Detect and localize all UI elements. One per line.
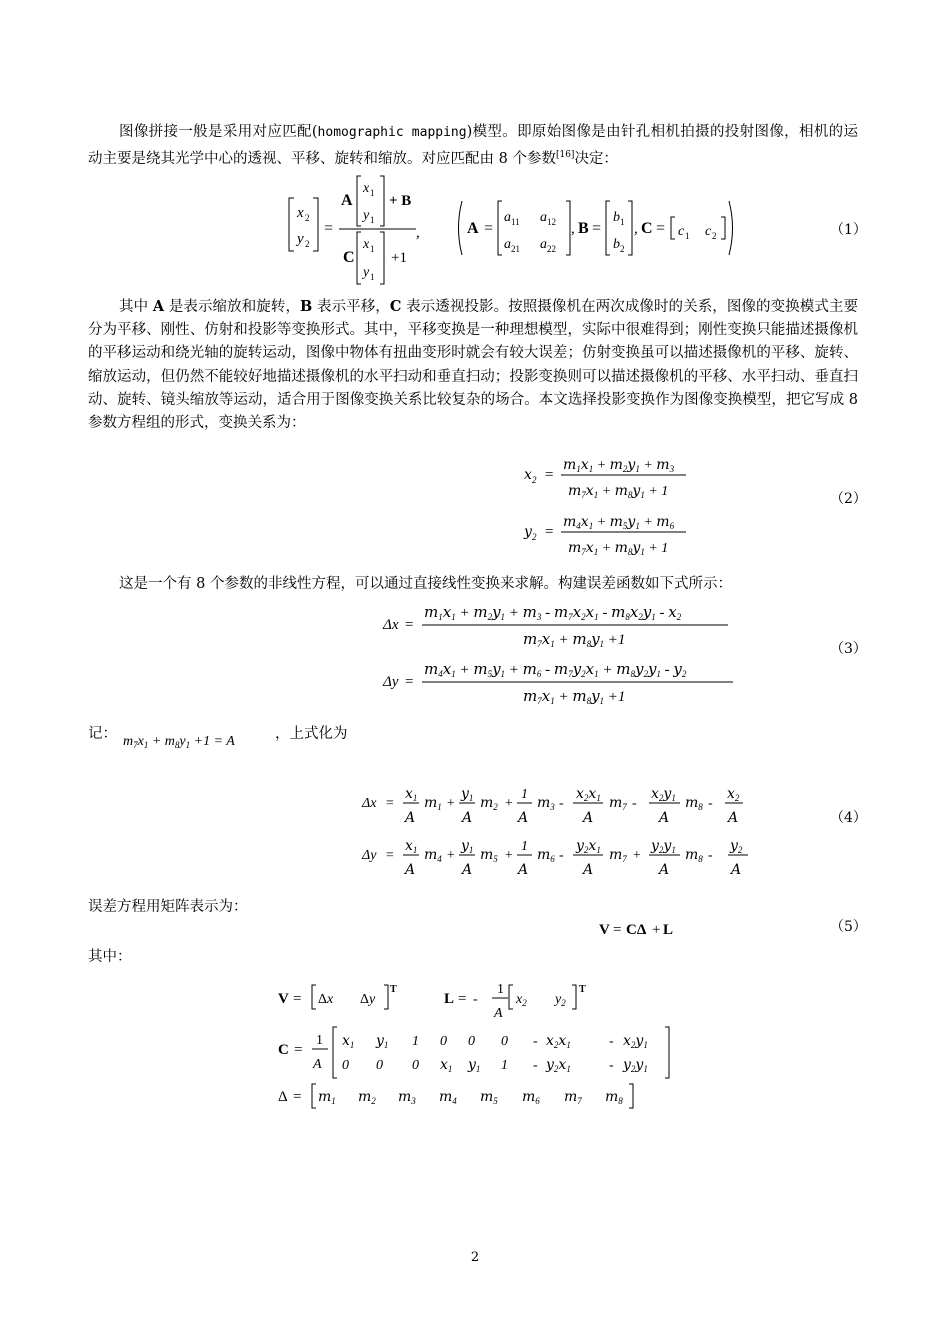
svg-text:A: A xyxy=(728,810,739,826)
svg-text:A: A xyxy=(462,810,473,826)
svg-text:m4x1 + m5y1 + m6 - m7y2x1 + m: $m_4x_1 + m_5y_1 + m_6 - m_7y_2x_1 + m_8y_2y_1 - y_2$ xyxy=(424,660,687,679)
svg-text:x2x1: $x_2x_1$ xyxy=(546,1033,571,1050)
svg-text:a: a xyxy=(540,210,547,225)
svg-text:11: 11 xyxy=(511,217,520,227)
svg-text:+: + xyxy=(652,922,661,938)
svg-text:=: = xyxy=(404,617,415,633)
svg-text:0: 0 xyxy=(412,1058,419,1073)
svg-text:+: + xyxy=(504,848,514,863)
equation-number-1: （1） xyxy=(830,222,867,238)
citation: [16] xyxy=(555,150,575,161)
svg-text:m2: $m_2$ xyxy=(480,795,498,812)
svg-text:m3: $m_3$ xyxy=(537,795,555,812)
svg-text:x: x xyxy=(363,181,370,196)
svg-text:+ B: + B xyxy=(389,193,412,209)
svg-text:C: C xyxy=(278,1042,289,1058)
page-number: 2 xyxy=(470,1250,480,1265)
text: )模型。即原始图像是由针孔相机拍摄的投射图像，相机的运动主要是绕其光学中心的透视、平移、旋转和缩放。对应匹配由 8 个参数 xyxy=(88,124,859,168)
svg-text:A: A xyxy=(583,862,594,878)
svg-text:m8: $m_8$ xyxy=(685,795,703,812)
svg-text:y1: $y_1$ xyxy=(461,838,474,855)
svg-text:x: x xyxy=(363,237,370,252)
svg-text:m8: $m_8$ xyxy=(685,847,703,864)
svg-text:=: = xyxy=(385,848,395,863)
svg-text:x1: $x_1$ xyxy=(342,1033,355,1050)
svg-text:x2y1: $x_2y_1$ xyxy=(623,1033,648,1050)
svg-text:+: + xyxy=(446,796,456,811)
svg-text:y2: $y_2$ xyxy=(555,992,566,1008)
svg-text:m1: $m_1$ xyxy=(318,1089,336,1106)
text-mono: homographic mapping xyxy=(317,125,467,140)
svg-text:c: c xyxy=(705,224,712,239)
svg-text:+: + xyxy=(632,848,642,863)
svg-text:=: = xyxy=(294,1042,303,1058)
svg-text:m5: $m_5$ xyxy=(480,1089,498,1106)
svg-text:0: 0 xyxy=(376,1058,383,1073)
svg-text:Δx: Δx xyxy=(318,992,334,1007)
svg-text:2: 2 xyxy=(305,213,310,223)
svg-text:A: A xyxy=(341,192,353,209)
svg-text:+: + xyxy=(446,848,456,863)
svg-text:m3: $m_3$ xyxy=(398,1089,416,1106)
svg-text:A: A xyxy=(313,1057,322,1072)
svg-text:A: A xyxy=(494,1006,503,1021)
text: 是表示缩放和旋转， xyxy=(164,299,301,315)
svg-text:A: A xyxy=(731,862,742,878)
text: 其中 xyxy=(119,299,153,315)
svg-text:1: 1 xyxy=(370,215,375,225)
svg-text:y1: $y_1$ xyxy=(376,1033,389,1050)
symbol-B: B xyxy=(300,298,313,315)
svg-text:m1: $m_1$ xyxy=(424,795,442,812)
svg-text:0: 0 xyxy=(468,1034,475,1049)
svg-text:m4x1 + m5y1 + m6: $m_4x_1 + m_5y_1 + m_6$ xyxy=(563,514,675,531)
svg-text:=: = xyxy=(404,674,415,690)
svg-text:=: = xyxy=(293,991,302,1007)
svg-text:Δx: Δx xyxy=(383,617,399,633)
svg-text:-: - xyxy=(708,796,713,811)
svg-text:=: = xyxy=(544,467,555,483)
svg-text:y2x1: $y_2x_1$ xyxy=(576,838,601,855)
svg-text:1: 1 xyxy=(521,787,528,802)
svg-text:A: A xyxy=(659,862,670,878)
svg-text:m7: $m_7$ xyxy=(564,1089,582,1106)
svg-text:m7x1 + m8y1 +1: $m_7x_1 + m_8y_1 +1$ xyxy=(523,630,626,649)
svg-text:C: C xyxy=(641,220,653,237)
svg-text:Δy: Δy xyxy=(362,848,377,863)
svg-text:y1: $y_1$ xyxy=(468,1057,481,1074)
svg-text:+: + xyxy=(504,796,514,811)
svg-text:-: - xyxy=(473,992,478,1007)
symbol-A: A xyxy=(152,298,165,315)
equation-number-2: （2） xyxy=(830,491,867,507)
svg-text:=: = xyxy=(293,1089,302,1105)
text: 这是一个有 8 个参数的非线性方程，可以通过直接线性变换来求解。构建误差函数如下式所示： xyxy=(119,576,732,592)
svg-text:=: = xyxy=(592,220,602,237)
svg-text:A: A xyxy=(467,220,479,237)
text: 表示平移， xyxy=(312,299,390,315)
svg-text:1: 1 xyxy=(370,244,375,254)
svg-text:y2y1: $y_2y_1$ xyxy=(623,1057,648,1074)
svg-text:m4: $m_4$ xyxy=(424,847,442,864)
svg-text:12: 12 xyxy=(547,217,556,227)
svg-text:b: b xyxy=(613,237,620,252)
svg-text:V: V xyxy=(278,991,289,1007)
svg-text:x2y1: $x_2y_1$ xyxy=(651,786,676,803)
svg-text:-: - xyxy=(533,1034,538,1049)
svg-text:1: 1 xyxy=(497,982,504,997)
svg-text:1: 1 xyxy=(370,188,375,198)
svg-text:-: - xyxy=(609,1058,614,1073)
svg-text:=: = xyxy=(324,220,334,237)
svg-text:A: A xyxy=(518,862,529,878)
equation-number-3: （3） xyxy=(830,641,867,657)
equation-number-5: （5） xyxy=(830,919,867,935)
svg-text:L: L xyxy=(663,922,674,938)
svg-text:x2x1: $x_2x_1$ xyxy=(576,786,601,803)
svg-text:1: 1 xyxy=(521,839,528,854)
svg-text:m6: $m_6$ xyxy=(522,1089,540,1106)
svg-text:Δy: Δy xyxy=(383,674,399,690)
svg-text:,: , xyxy=(416,225,420,241)
svg-text:y: y xyxy=(363,265,370,280)
svg-text:m7x1 + m8y1 + 1: $m_7x_1 + m_8y_1 + 1$ xyxy=(568,483,669,500)
svg-text:A: A xyxy=(462,862,473,878)
svg-text:-: - xyxy=(533,1058,538,1073)
svg-text:A: A xyxy=(518,810,529,826)
svg-text:a: a xyxy=(504,210,511,225)
svg-text:Δ: Δ xyxy=(278,1089,288,1105)
svg-text:y1: $y_1$ xyxy=(461,786,474,803)
svg-text:x2: $x_2$ xyxy=(727,786,740,803)
svg-text:1: 1 xyxy=(370,272,375,282)
svg-text:V: V xyxy=(599,922,610,938)
svg-text:x: x xyxy=(524,467,532,483)
svg-text:m5: $m_5$ xyxy=(480,847,498,864)
svg-text:=: = xyxy=(385,796,395,811)
svg-text:C: C xyxy=(343,249,355,266)
svg-text:0: 0 xyxy=(342,1058,349,1073)
svg-text:m7x1 + m8y1 +1: $m_7x_1 + m_8y_1 +1$ xyxy=(523,687,626,706)
text: 图像拼接一般是采用对应匹配( xyxy=(119,124,318,140)
svg-text:m7: $m_7$ xyxy=(609,847,627,864)
svg-text:m1x1 + m2y1 + m3: $m_1x_1 + m_2y_1 + m_3$ xyxy=(563,457,675,474)
svg-text:x1: $x_1$ xyxy=(405,838,418,855)
svg-text:2: 2 xyxy=(305,239,310,249)
svg-text:m7x1 + m8y1 +1 = A: $m_7x_1 + m_8y_1 +1 = A$ xyxy=(123,734,235,750)
svg-text:m7x1 + m8y1 + 1: $m_7x_1 + m_8y_1 + 1$ xyxy=(568,540,669,557)
equation-number-4: （4） xyxy=(830,810,867,826)
svg-text:2: 2 xyxy=(712,231,717,241)
svg-text:A: A xyxy=(659,810,670,826)
svg-text:y2: $y_2$ xyxy=(730,838,743,855)
svg-text:-: - xyxy=(559,848,564,863)
svg-text:Δx: Δx xyxy=(362,796,377,811)
svg-text:m8: $m_8$ xyxy=(605,1089,623,1106)
svg-text:a: a xyxy=(540,237,547,252)
svg-text:-: - xyxy=(632,796,637,811)
svg-text:,: , xyxy=(571,221,575,237)
paragraph-matrix-form: 误差方程用矩阵表示为： xyxy=(88,899,248,915)
svg-text:1: 1 xyxy=(412,1034,419,1049)
text: 决定： xyxy=(574,151,618,168)
svg-text:+1: +1 xyxy=(391,250,407,266)
svg-text:2: 2 xyxy=(620,244,625,254)
svg-text:1: 1 xyxy=(316,1033,323,1048)
svg-text:x1: $x_1$ xyxy=(440,1057,453,1074)
svg-text:x: x xyxy=(297,205,304,221)
svg-text:m2: $m_2$ xyxy=(358,1089,376,1106)
svg-text:2: 2 xyxy=(532,475,537,485)
svg-text:2: 2 xyxy=(532,532,537,542)
svg-text:y: y xyxy=(363,208,370,223)
svg-text:y2y1: $y_2y_1$ xyxy=(651,838,676,855)
note-prefix: 记： xyxy=(88,726,117,742)
svg-text:0: 0 xyxy=(501,1034,508,1049)
svg-text:b: b xyxy=(613,210,620,225)
svg-text:CΔ: CΔ xyxy=(626,922,647,938)
svg-text:m6: $m_6$ xyxy=(537,847,555,864)
svg-text:B: B xyxy=(578,220,589,237)
svg-text:c: c xyxy=(678,224,685,239)
svg-text:=: = xyxy=(544,524,555,540)
svg-text:Δy: Δy xyxy=(360,992,376,1007)
text: 表示透视投影。按照摄像机在两次成像时的关系，图像的变换模式主要分为平移、刚性、仿射和投影等变换形式。其中，平移变换是一种理想模型，实际中很难得到；刚性变换只能描述摄像机的平移运动和绕光轴的旋转运动，图像中物体有扭曲变形时就会有较大误差；仿射变换虽可以描述摄像机的平移、旋转、缩放运动，但仍然不能较好地描述摄像机的水平扫动和垂直扫动；投影变换则可以描述摄像机的平移、水平扫动、垂直扫动、旋转、镜头缩放等运动，适合用于图像变换关系比较复杂的场合。本文选择投影变换作为图像变换模型，把它写成 8 参数方程组的形式，变换关系为： xyxy=(88,299,859,432)
svg-text:22: 22 xyxy=(547,244,556,254)
svg-text:A: A xyxy=(583,810,594,826)
svg-text:y2x1: $y_2x_1$ xyxy=(546,1057,571,1074)
svg-text:L: L xyxy=(444,991,455,1007)
svg-text:1: 1 xyxy=(620,217,625,227)
symbol-C: C xyxy=(389,298,402,315)
svg-text:-: - xyxy=(708,848,713,863)
svg-text:m4: $m_4$ xyxy=(439,1089,457,1106)
svg-text:y: y xyxy=(297,231,304,247)
svg-text:A: A xyxy=(405,862,416,878)
svg-text:0: 0 xyxy=(440,1034,447,1049)
svg-text:a: a xyxy=(504,237,511,252)
svg-text:-: - xyxy=(609,1034,614,1049)
svg-text:21: 21 xyxy=(511,244,520,254)
svg-text:m1x1 + m2y1 + m3 - m7x2x1 -: $m_1x_1 + m_2y_1 + m_3 - m_7x_2x_1 - m_8x_2y_1 - x_2$ xyxy=(424,603,682,622)
svg-text:m7: $m_7$ xyxy=(609,795,627,812)
svg-text:1: 1 xyxy=(501,1058,508,1073)
svg-text:=: = xyxy=(613,922,622,938)
svg-text:T: T xyxy=(390,984,397,995)
svg-text:A: A xyxy=(405,810,416,826)
svg-text:-: - xyxy=(559,796,564,811)
svg-text:1: 1 xyxy=(685,231,690,241)
svg-text:=: = xyxy=(484,220,494,237)
svg-text:y: y xyxy=(524,524,532,540)
svg-text:,: , xyxy=(634,221,638,237)
svg-text:=: = xyxy=(458,991,467,1007)
svg-text:=: = xyxy=(656,220,666,237)
paragraph-where: 其中： xyxy=(88,949,132,965)
svg-text:x2: $x_2$ xyxy=(516,992,527,1008)
svg-text:x1: $x_1$ xyxy=(405,786,418,803)
note-suffix: ，上式化为 xyxy=(275,726,348,742)
svg-text:T: T xyxy=(579,984,586,995)
